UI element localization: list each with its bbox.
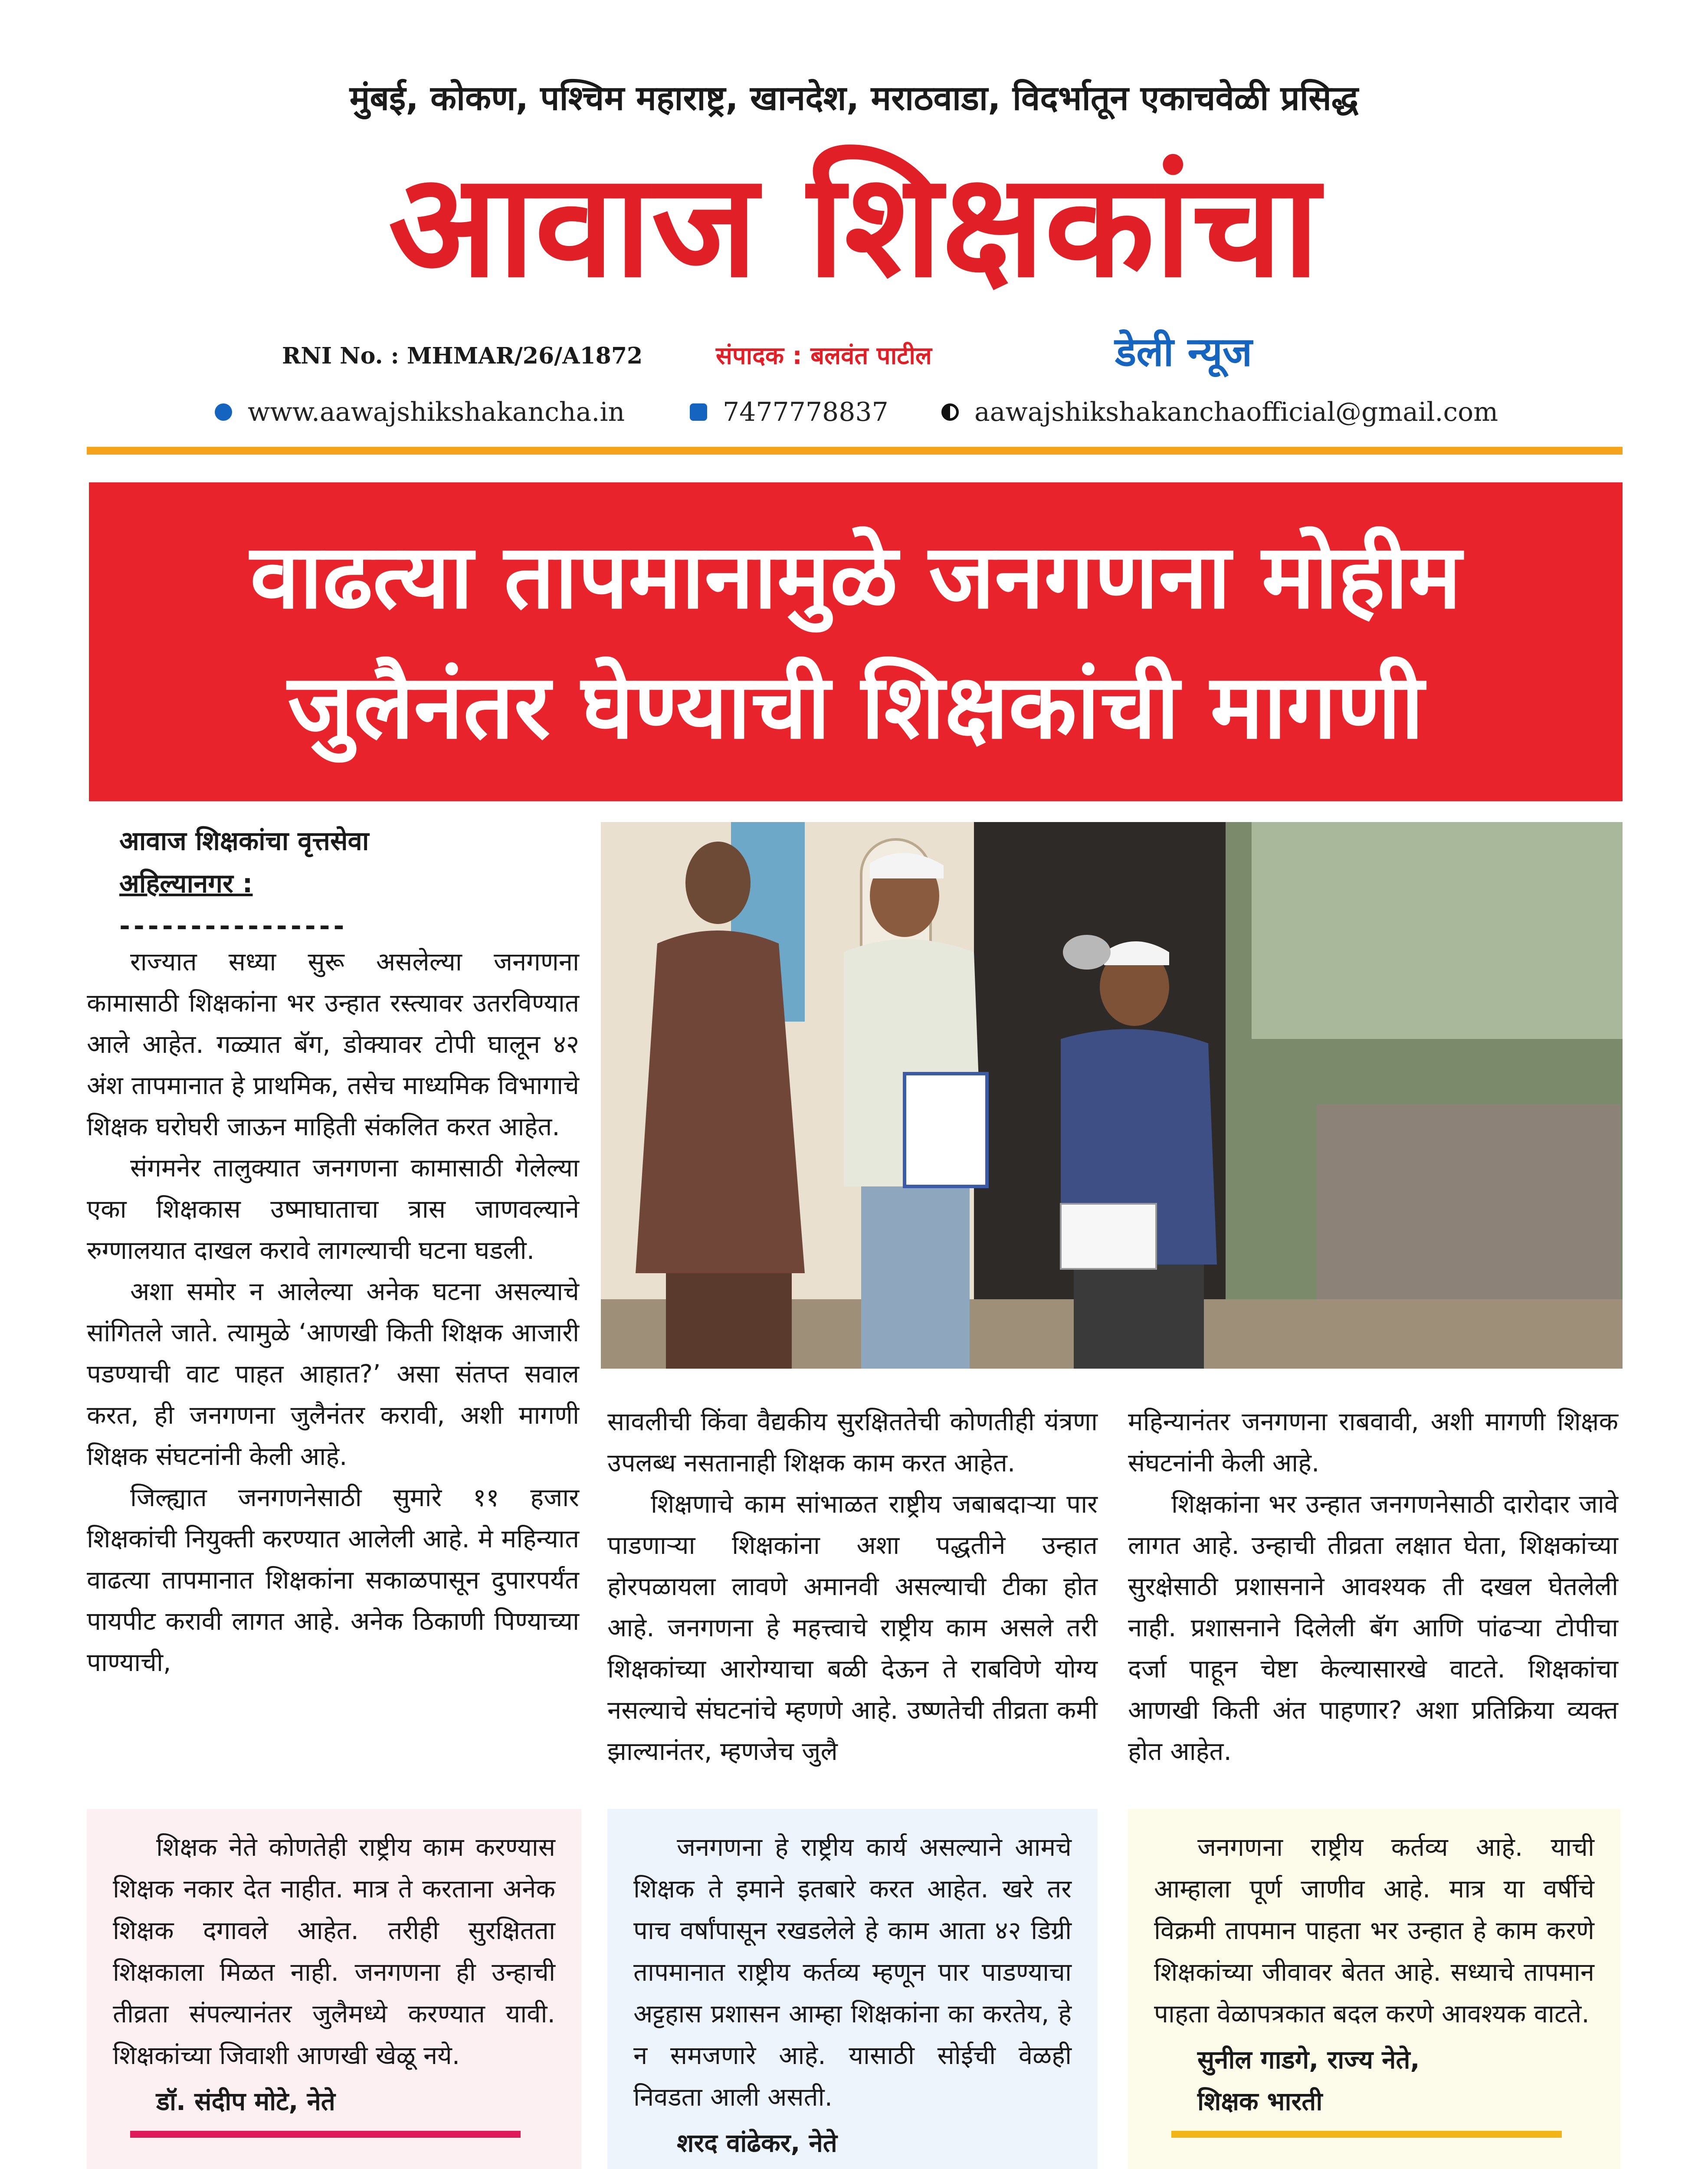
- byline-dashes: ----------------: [119, 911, 348, 941]
- headline-line-1: वाढत्या तापमानामुळे जनगणना मोहीम: [250, 525, 1462, 629]
- article-paragraph: सावलीची किंवा वैद्यकीय सुरक्षिततेची कोणतीही यंत्रणा उपलब्ध नसतानाही शिक्षक काम करत आहेत.: [607, 1407, 1098, 1478]
- quote-text: शिक्षक नेते कोणतेही राष्ट्रीय काम करण्यास शिक्षक नकार देत नाहीत. मात्र ते करताना अनेक शिक्षक दगावले आहेत. तरीही सुरक्षितता शिक्षकाला मिळत नाही. जनगणना ही उन्हाची तीव्रता संपल्यानंतर जुलैमध्ये करण्यात यावी. शिक्षकांच्या जिवाशी आणखी खेळू नये.: [113, 1832, 555, 2070]
- phone-text: 7477778837: [723, 397, 888, 427]
- contact-phone[interactable]: [690, 397, 888, 427]
- headline-banner: [89, 482, 1623, 801]
- article-column-2: [607, 1401, 1098, 1772]
- byline-place: अहिल्यानगर :: [119, 868, 253, 899]
- article-column-3: [1128, 1401, 1618, 1772]
- article-paragraph: शिक्षकांना भर उन्हात जनगणनेसाठी दारोदार जावे लागत आहे. उन्हाची तीव्रता लक्षात घेता, शिक्षकांच्या सुरक्षेसाठी प्रशासनाने आवश्यक ती दखल घेतलेली नाही. प्रशासनाने दिलेली बॅग आणि पांढऱ्या टोपीचा दर्जा पाहून चेष्टा केल्यासारखे वाटते. शिक्षकांचा आणखी किती अंत पाहणार? अशा प्रतिक्रिया व्यक्त होत आहेत.: [1128, 1489, 1618, 1766]
- website-text: www.aawajshikshakancha.in: [248, 397, 625, 427]
- editor-name: संपादक : बलवंत पाटील: [716, 342, 932, 370]
- quote-accent-bar: [130, 2131, 521, 2138]
- quote-text: जनगणना राष्ट्रीय कर्तव्य आहे. याची आम्हाला पूर्ण जाणीव आहे. मात्र या वर्षीचे विक्रमी तापमान पाहता भर उन्हात हे काम करणे शिक्षकांच्या जीवावर बेतत आहे. सध्याचे तापमान पाहता वेळापत्रकात बदल करणे आवश्यक वाटते.: [1154, 1832, 1594, 2028]
- quote-box-2: [607, 1809, 1098, 2169]
- article-paragraph: शिक्षणाचे काम सांभाळत राष्ट्रीय जबाबदाऱ्या पार पाडणाऱ्या शिक्षकांना अशा पद्धतीने उन्हात होरपळायला लावणे अमानवी असल्याची टीका होत आहे. जनगणना हे महत्त्वाचे राष्ट्रीय काम असले तरी शिक्षकांच्या आरोग्याचा बळी देऊन ते राबविणे योग्य नसल्याचे संघटनांचे म्हणणे आहे. उष्णतेची तीव्रता कमी झाल्यानंतर, म्हणजेच जुलै: [607, 1489, 1098, 1766]
- quote-accent-bar: [1171, 2131, 1562, 2138]
- daily-news-label: डेली न्यूज: [1115, 329, 1252, 375]
- contact-email[interactable]: [941, 397, 1498, 427]
- headline-line-2: जुलैनंतर घेण्याची शिक्षकांची मागणी: [287, 655, 1424, 759]
- quote-signature: शरद वांढेकर, नेते: [677, 2128, 837, 2158]
- quote-box-3: [1128, 1809, 1620, 2169]
- article-paragraph: अशा समोर न आलेल्या अनेक घटना असल्याचे सांगितले जाते. त्यामुळे ‘आणखी किती शिक्षक आजारी पडण्याची वाट पाहत आहात?’ असा संतप्त सवाल करत, ही जनगणना जुलैनंतर करावी, अशी मागणी शिक्षक संघटनांनी केली आहे.: [87, 1277, 579, 1471]
- rni-number: RNI No. : MHMAR/26/A1872: [282, 343, 643, 369]
- article-column-1: [87, 941, 579, 1683]
- phone-icon: [690, 403, 707, 421]
- masthead-title: आवाज शिक्षकांचा: [388, 142, 1320, 309]
- quote-signature: सुनील गाडगे, राज्य नेते,: [1197, 2045, 1420, 2074]
- contact-website[interactable]: [215, 397, 625, 427]
- email-icon: [941, 403, 959, 421]
- quote-signature-line-2: शिक्षक भारती: [1197, 2087, 1323, 2116]
- article-paragraph: राज्यात सध्या सुरू असलेल्या जनगणना कामासाठी शिक्षकांना भर उन्हात रस्त्यावर उतरविण्यात आले आहेत. गळ्यात बॅग, डोक्यावर टोपी घालून ४२ अंश तापमानात हे प्राथमिक, तसेच माध्यमिक विभागाचे शिक्षक घरोघरी जाऊन माहिती संकलित करत आहेत.: [87, 947, 579, 1141]
- globe-icon: [215, 403, 232, 421]
- article-paragraph: जिल्ह्यात जनगणनेसाठी सुमारे ११ हजार शिक्षकांची नियुक्ती करण्यात आलेली आहे. मे महिन्यात वाढत्या तापमानात शिक्षकांना सकाळपासून दुपारपर्यंत पायपीट करावी लागत आहे. अनेक ठिकाणी पिण्याच्या पाण्याची,: [87, 1483, 579, 1677]
- quote-text: जनगणना हे राष्ट्रीय कार्य असल्याने आमचे शिक्षक ते इमाने इतबारे करत आहेत. खरे तर पाच वर्षांपासून रखडलेले हे काम आता ४२ डिग्री तापमानात राष्ट्रीय कर्तव्य म्हणून पार पाडण्याचा अट्टहास प्रशासन आम्हा शिक्षकांना का करतेय, हे न समजणारे आहे. यासाठी सोईची वेळही निवडता आली असती.: [633, 1832, 1072, 2112]
- article-paragraph: महिन्यानंतर जनगणना राबवावी, अशी मागणी शिक्षक संघटनांनी केली आहे.: [1128, 1407, 1618, 1478]
- quote-signature: डॉ. संदीप मोटे, नेते: [156, 2087, 335, 2116]
- byline: [119, 820, 369, 947]
- photo-illustration: [601, 822, 1623, 1369]
- quote-box-1: [87, 1809, 581, 2169]
- byline-service: आवाज शिक्षकांचा वृत्तसेवा: [119, 826, 369, 856]
- header-divider: [87, 447, 1623, 455]
- email-text: aawajshikshakanchaofficial@gmail.com: [974, 397, 1498, 427]
- masthead-tagline: मुंबई, कोकण, पश्चिम महाराष्ट्र, खानदेश, मराठवाडा, विदर्भातून एकाचवेळी प्रसिद्ध: [349, 79, 1359, 118]
- article-paragraph: संगमनेर तालुक्यात जनगणना कामासाठी गेलेल्या एका शिक्षकास उष्माघाताचा त्रास जाणवल्याने रुग्णालयात दाखल करावे लागल्याची घटना घडली.: [87, 1153, 579, 1265]
- news-photo: [601, 822, 1623, 1369]
